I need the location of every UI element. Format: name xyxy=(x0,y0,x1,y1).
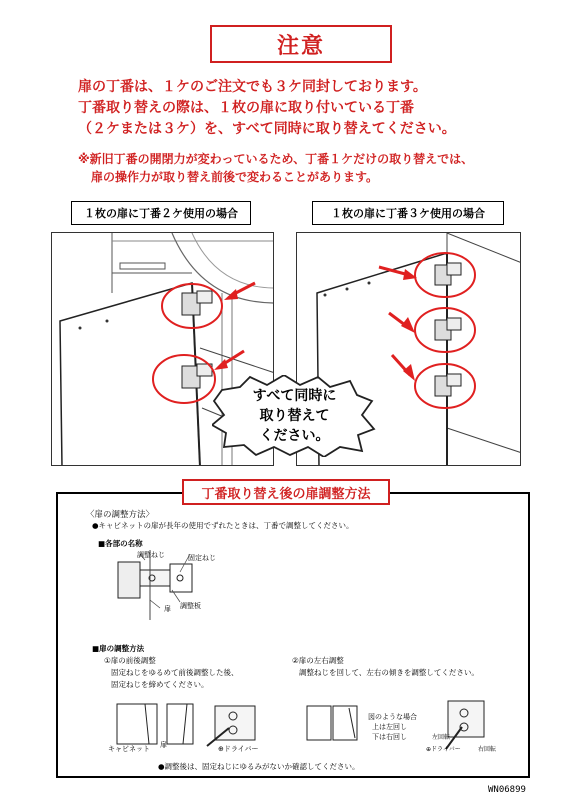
parts-heading: ■各部の名称 xyxy=(98,539,143,548)
label-fixing-screw: 固定ねじ xyxy=(188,554,216,562)
front-back-line-1: 固定ねじをゆるめて前後調整した後、 xyxy=(111,668,239,677)
caution-line-1: ※新旧丁番の開閉力が変わっているため、丁番１ケだけの取り替えでは、 xyxy=(78,152,474,166)
notice-line-1: 扉の丁番は、１ケのご注文でも３ケ同封しております。 xyxy=(78,79,427,95)
label-screwdriver: ⊕ドライバー xyxy=(218,745,259,753)
final-note: ●調整後は、固定ねじにゆるみがないか確認してください。 xyxy=(158,762,360,771)
burst-text xyxy=(212,386,377,446)
left-right-line: 調整ねじを回して、左右の傾きを調整してください。 xyxy=(299,668,479,677)
case-three-label: １枚の扉に丁番３ケ使用の場合 xyxy=(312,201,504,225)
caution-line-2: 扉の操作力が取り替え前後で変わることがあります。 xyxy=(91,170,379,184)
rotate-label-1: 図のような場合 xyxy=(368,713,417,721)
label-adjust-plate: 調整板 xyxy=(180,602,201,610)
burst-line-1: すべて同時に xyxy=(252,388,337,404)
label-cabinet: キャビネット xyxy=(108,745,150,753)
adjust-section-heading: 〈扉の調整方法〉 xyxy=(86,510,155,520)
front-back-line-2: 固定ねじを締めてください。 xyxy=(111,680,209,689)
rotate-label-2: 上は左回し xyxy=(372,723,407,731)
burst-line-3: ください。 xyxy=(259,428,330,444)
label-rotate-left: 左回転 xyxy=(432,734,451,741)
rotate-diagram xyxy=(428,695,498,751)
label-rotate-right: 右回転 xyxy=(478,746,497,753)
page-title: 注意 xyxy=(210,25,392,63)
doc-code: WN06899 xyxy=(488,785,526,795)
front-back-title: ①扉の前後調整 xyxy=(104,656,156,665)
burst-line-2: 取り替えて xyxy=(259,408,330,424)
label-screwdriver-2: ⊕ドライバー xyxy=(426,746,461,753)
notice-line-3: （２ケまたは３ケ）を、すべて同時に取り替えてください。 xyxy=(78,121,456,137)
adjustment-title: 丁番取り替え後の扉調整方法 xyxy=(182,479,390,505)
adjust-intro: ●キャビネットの扉が長年の使用でずれたときは、丁番で調整してください。 xyxy=(92,521,354,530)
method-heading: ■扉の調整方法 xyxy=(92,644,145,653)
front-back-diagram xyxy=(115,700,265,750)
rotate-label-3: 下は右回し xyxy=(372,733,407,741)
left-right-diagram xyxy=(305,700,365,745)
left-right-title: ②扉の左右調整 xyxy=(292,656,344,665)
label-door-diagram: 扉 xyxy=(160,741,167,749)
case-two-label: １枚の扉に丁番２ケ使用の場合 xyxy=(71,201,251,225)
label-adjust-screw: 調整ねじ xyxy=(137,551,165,559)
label-door: 扉 xyxy=(164,605,171,613)
notice-line-2: 丁番取り替えの際は、１枚の扉に取り付いている丁番 xyxy=(78,100,414,116)
